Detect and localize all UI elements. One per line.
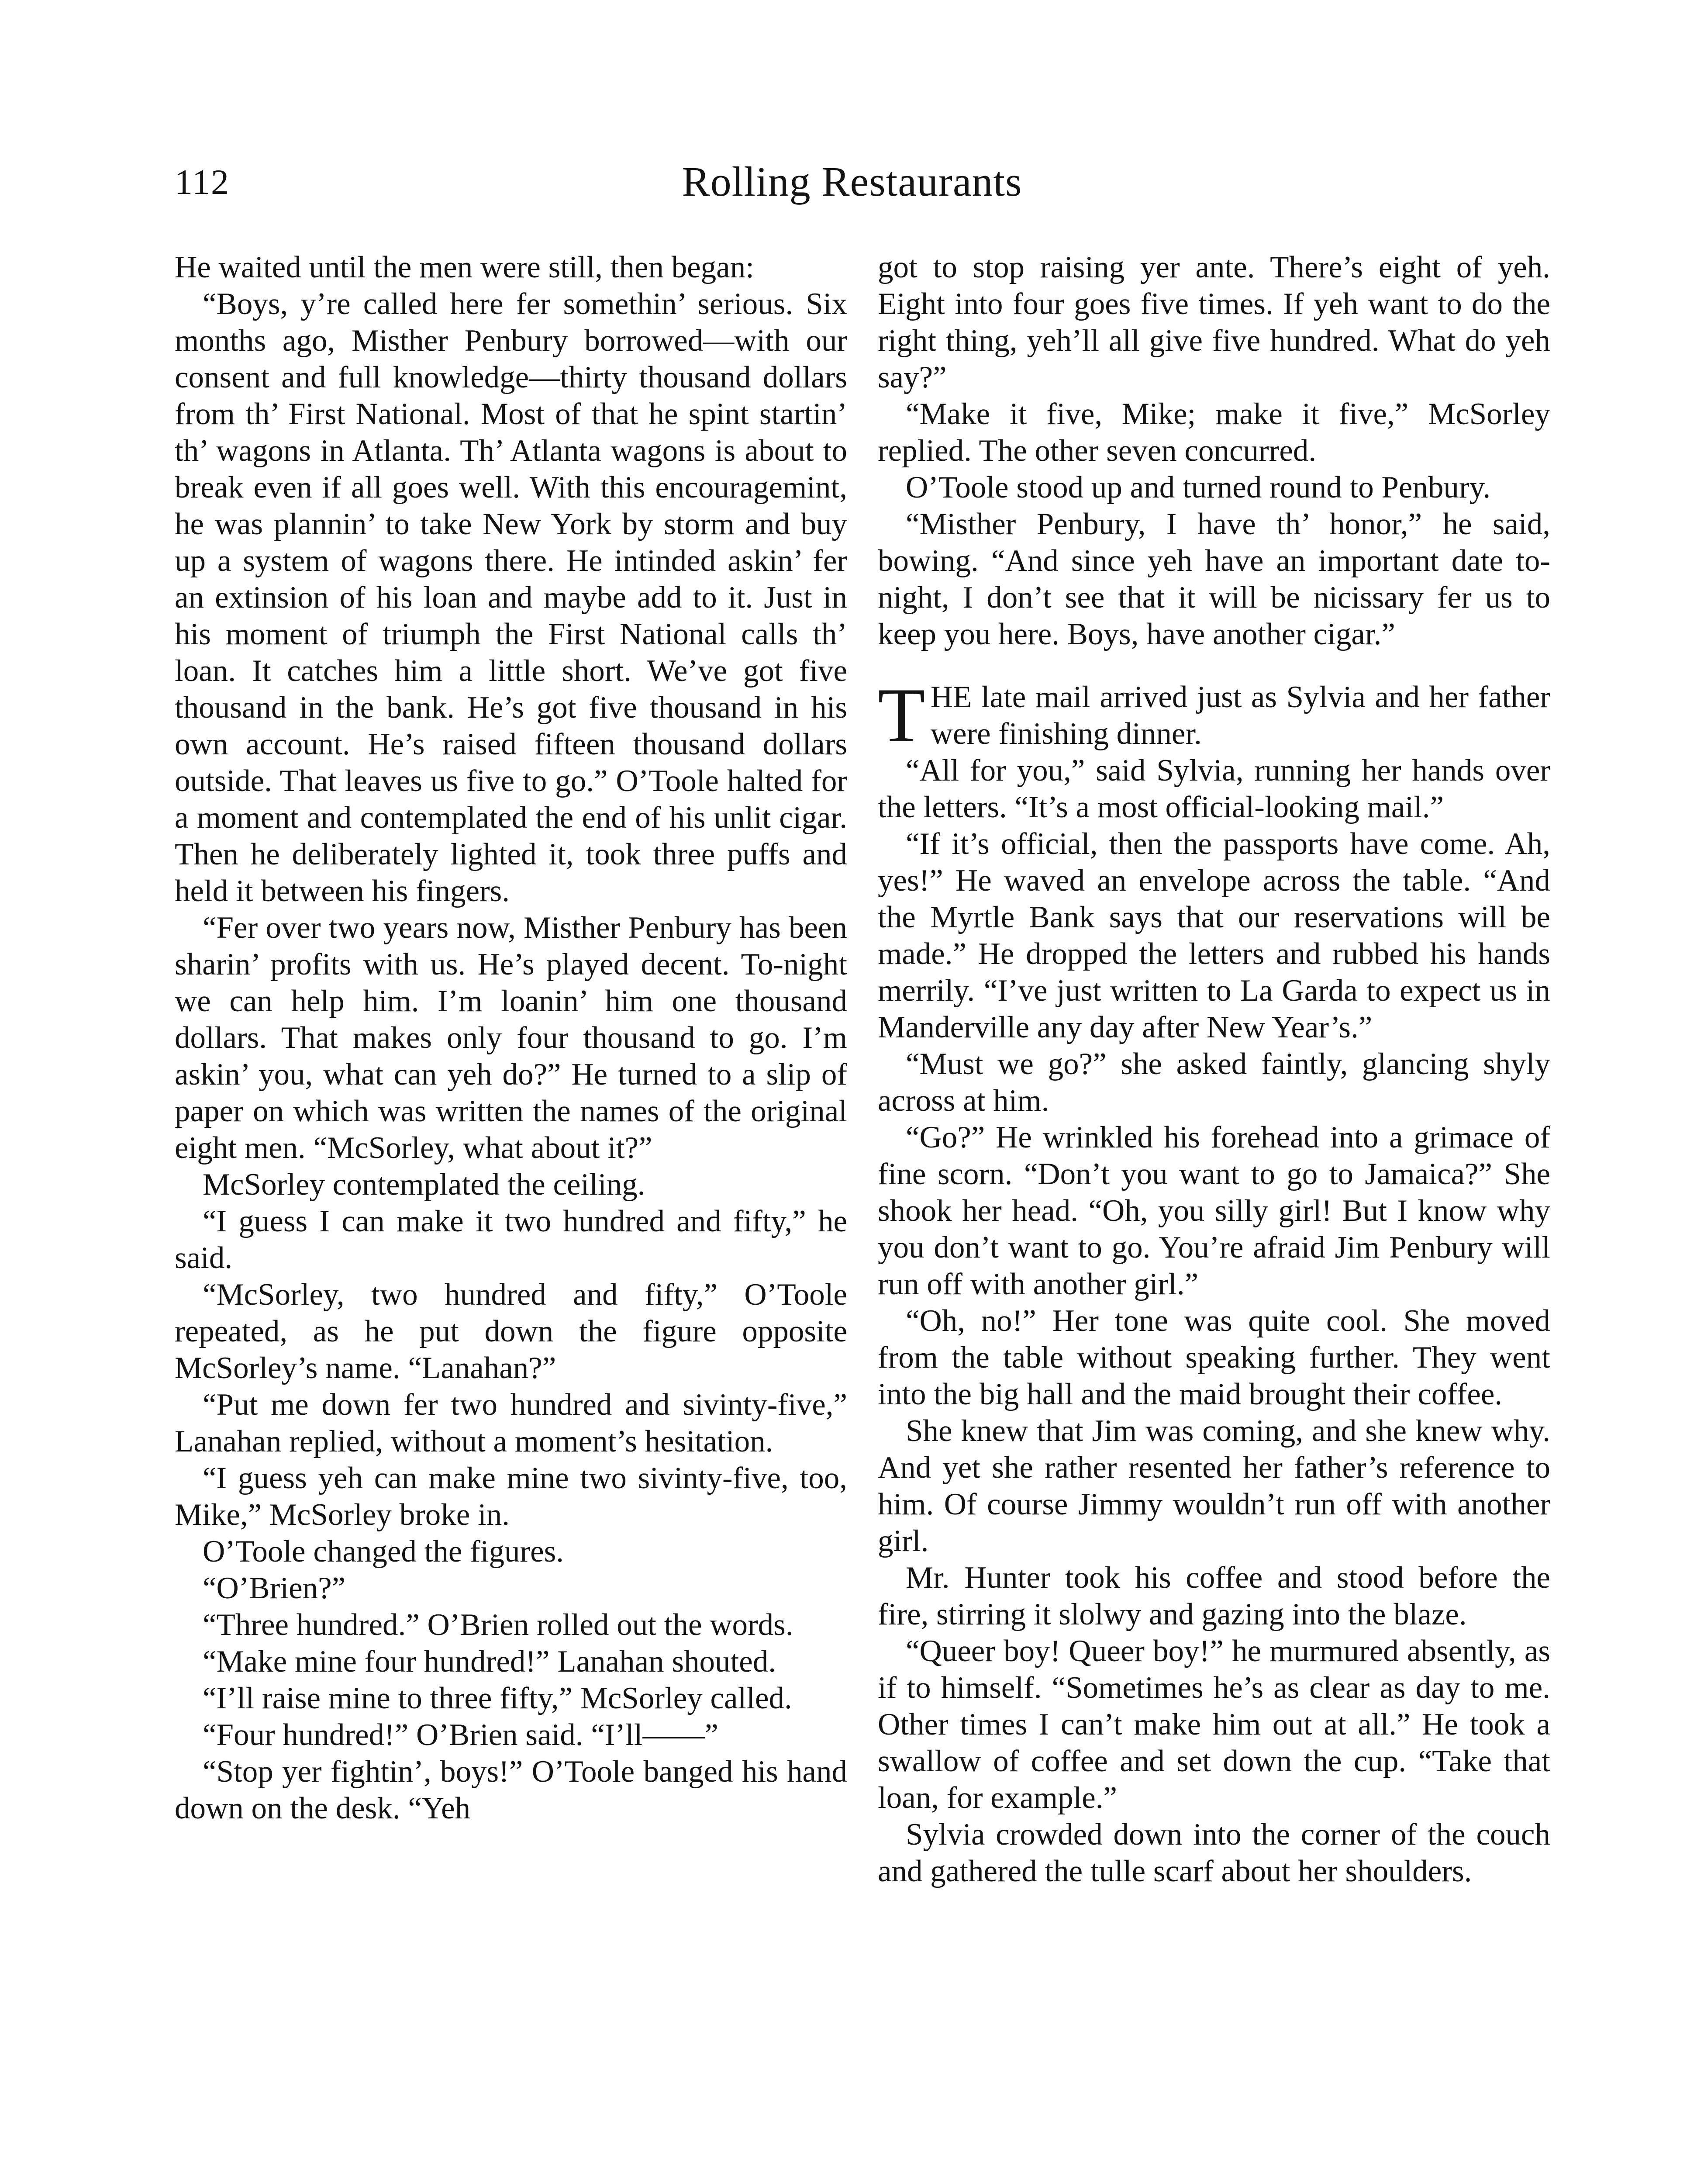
paragraph: “Put me down fer two hundred and sivinty-five,” Lanahan replied, without a moment’s hesitation. — [175, 1388, 847, 1458]
paragraph: “Three hundred.” O’Brien rolled out the words. — [203, 1608, 793, 1642]
paragraph: “Stop yer fightin’, boys!” O’Toole banged his hand down on the desk. “Yeh — [175, 1755, 847, 1825]
paragraph: He waited until the men were still, then began: — [175, 250, 754, 284]
paragraph: “Queer boy! Queer boy!” he murmured absently, as if to himself. “Sometimes he’s as clear as day to me. Other times I can’t make him out at all.” He took a swallow of coffee and set down the cup. “Take that loan, for example.” — [878, 1634, 1550, 1815]
paragraph: “I’ll raise mine to three fifty,” McSorley called. — [203, 1681, 792, 1715]
paragraph: “Make mine four hundred!” Lanahan shouted. — [203, 1645, 776, 1679]
paragraph: “Four hundred!” O’Brien said. “I’ll——” — [203, 1718, 718, 1752]
paragraph: “O’Brien?” — [203, 1571, 346, 1605]
paragraph: “I guess I can make it two hundred and fifty,” he said. — [175, 1204, 847, 1275]
section-opening-paragraph — [878, 672, 1550, 758]
paragraph: O’Toole changed the figures. — [203, 1534, 564, 1569]
paragraph: “Misther Penbury, I have th’ honor,” he said, bowing. “And since yeh have an important date to-night, I don’t see that it will be nicissary fer us to keep you here. Boys, have another cigar.” — [878, 507, 1550, 651]
paragraph: “I guess yeh can make mine two sivinty-five, too, Mike,” McSorley broke in. — [175, 1461, 847, 1532]
running-title: Rolling Restaurants — [682, 158, 1022, 205]
paragraph: McSorley contemplated the ceiling. — [203, 1168, 645, 1202]
paragraph: Mr. Hunter took his coffee and stood before the fire, stirring it slolwy and gazing into the blaze. — [878, 1561, 1550, 1631]
paragraph: “Go?” He wrinkled his forehead into a grimace of fine scorn. “Don’t you want to go to Jamaica?” She shook her head. “Oh, you silly girl! But I know why you don’t want to go. You’re afraid Jim Penbury will run off with another girl.” — [878, 1120, 1550, 1301]
paragraph: O’Toole stood up and turned round to Penbury. — [906, 470, 1491, 505]
paragraph: She knew that Jim was coming, and she knew why. And yet she rather resented her father’s reference to him. Of course Jimmy wouldn’t run off with another girl. — [878, 1414, 1550, 1558]
page-header — [175, 157, 1529, 210]
paragraph: Sylvia crowded down into the corner of the couch and gathered the tulle scarf about her shoulders. — [878, 1818, 1550, 1888]
paragraph: “Oh, no!” Her tone was quite cool. She moved from the table without speaking further. They went into the big hall and the maid brought their coffee. — [878, 1304, 1550, 1411]
paragraph: “Must we go?” she asked faintly, glancing shyly across at him. — [878, 1047, 1550, 1118]
drop-cap: T — [878, 672, 925, 758]
paragraph: “Fer over two years now, Misther Penbury has been sharin’ profits with us. He’s played decent. To-night we can help him. I’m loanin’ him one thousand dollars. That makes only four thousand to go. I’m askin’ you, what can yeh do?” He turned to a slip of paper on which was written the names of the original eight men. “McSorley, what about it?” — [175, 911, 847, 1165]
section-opening-text: HE late mail arrived just as Sylvia and her father were finishing dinner. — [930, 680, 1550, 751]
right-column — [878, 249, 1550, 1890]
left-column — [175, 249, 847, 1827]
paragraph: “Boys, y’re called here fer somethin’ serious. Six months ago, Misther Penbury borrowed—with our consent and full knowledge—thirty thousand dollars from th’ First National. Most of that he spint startin’ th’ wagons in Atlanta. Th’ Atlanta wagons is about to break even if all goes well. With this encouragemint, he was plannin’ to take New York by storm and buy up a system of wagons there. He intinded askin’ fer an extinsion of his loan and maybe add to it. Just in his moment of triumph the First National calls th’ loan. It catches him a little short. We’ve got five thousand in the bank. He’s got five thousand in his own account. He’s raised fifteen thousand dollars outside. That leaves us five to go.” O’Toole halted for a moment and contemplated the end of his unlit cigar. Then he deliberately lighted it, took three puffs and held it between his fingers. — [175, 287, 847, 908]
paragraph: “All for you,” said Sylvia, running her hands over the letters. “It’s a most official-looking mail.” — [878, 753, 1550, 824]
paragraph: “McSorley, two hundred and fifty,” O’Toole repeated, as he put down the figure opposite McSorley’s name. “Lanahan?” — [175, 1278, 847, 1385]
paragraph: “Make it five, Mike; make it five,” McSorley replied. The other seven concurred. — [878, 397, 1550, 468]
page-number: 112 — [175, 162, 230, 202]
paragraph: got to stop raising yer ante. There’s eight of yeh. Eight into four goes five times. If yeh want to do the right thing, yeh’ll all give five hundred. What do yeh say?” — [878, 250, 1550, 394]
paragraph: “If it’s official, then the passports have come. Ah, yes!” He waved an envelope across the table. “And the Myrtle Bank says that our reservations will be made.” He dropped the letters and rubbed his hands merrily. “I’ve just written to La Garda to expect us in Manderville any day after New Year’s.” — [878, 827, 1550, 1044]
